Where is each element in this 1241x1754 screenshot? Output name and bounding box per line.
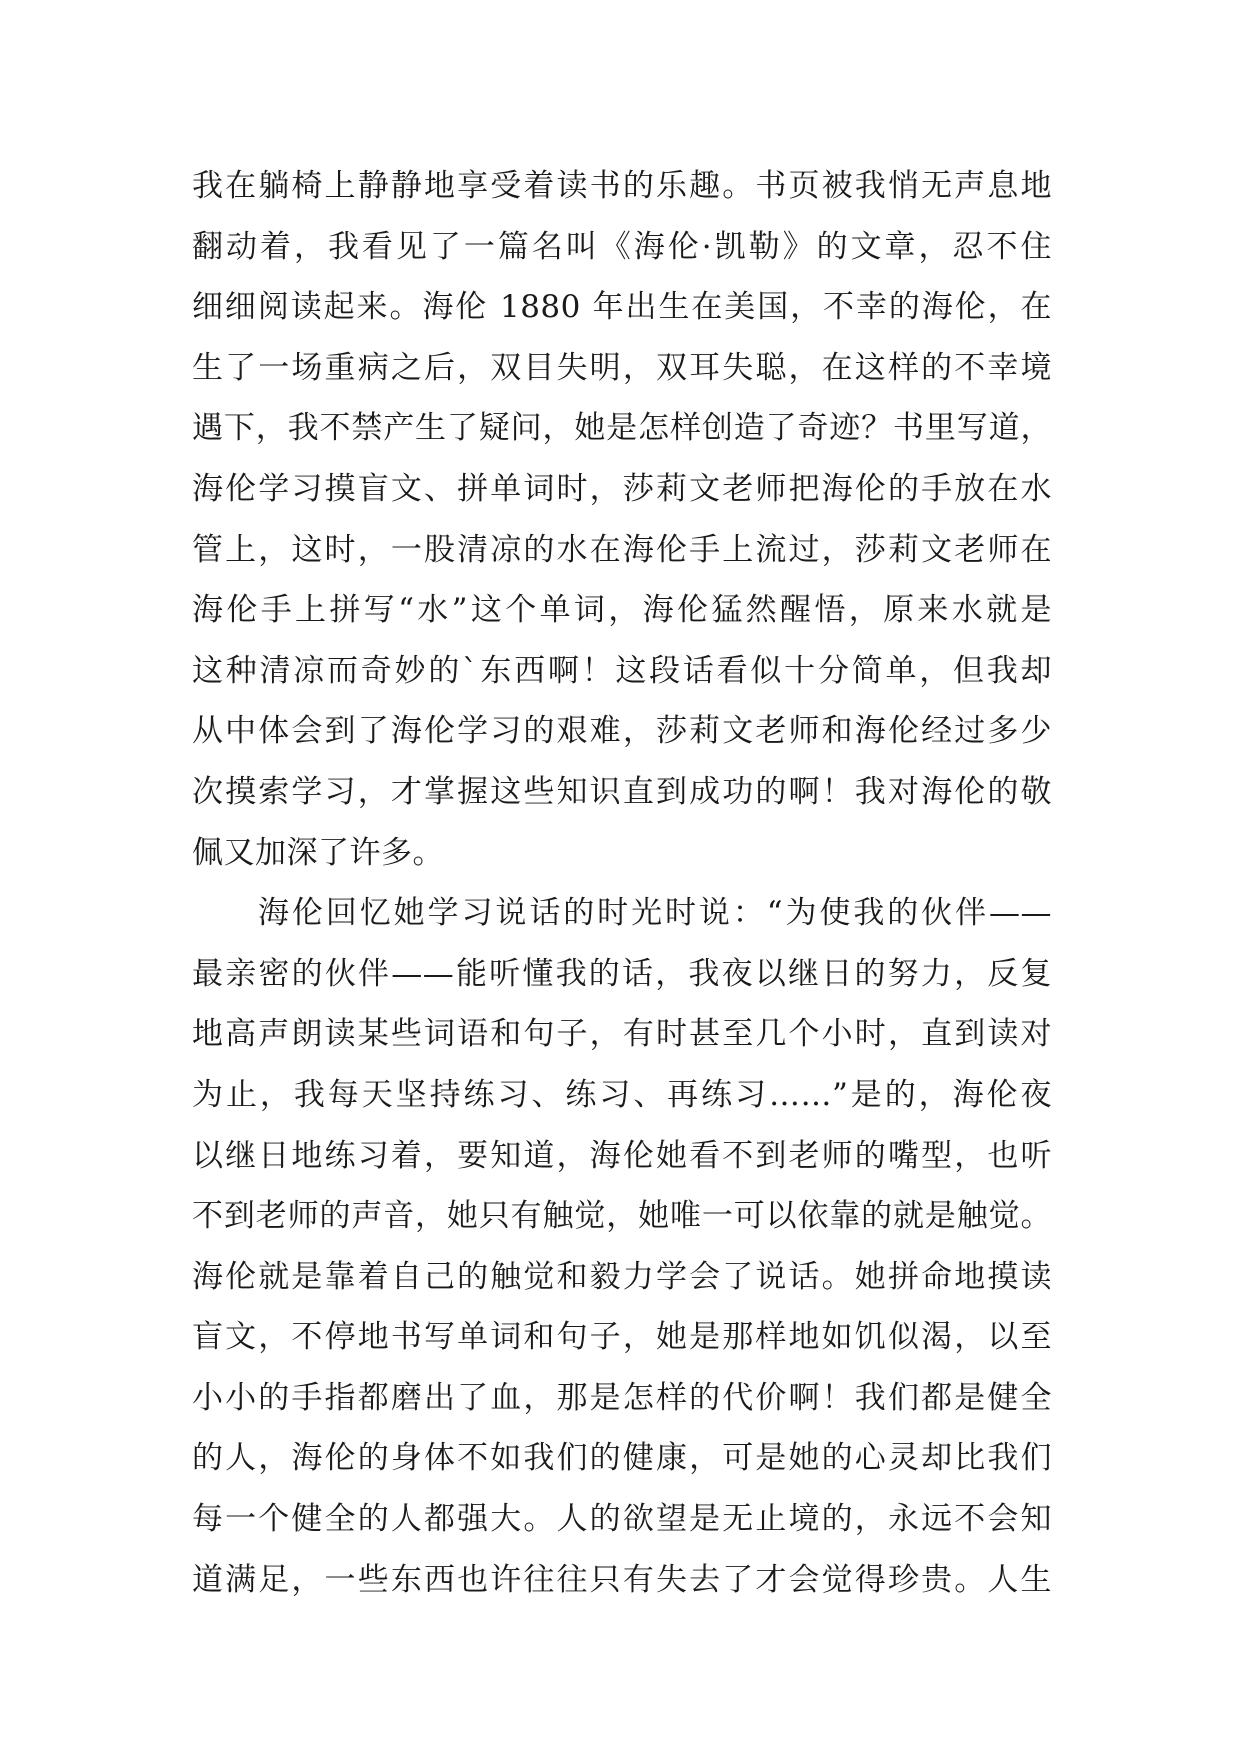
text-line: 次摸索学习，才掌握这些知识直到成功的啊！我对海伦的敬 [192, 773, 1052, 810]
paragraph-2 [192, 883, 1052, 1610]
text-line: 最亲密的伙伴——能听懂我的话，我夜以继日的努力，反复 [192, 955, 1052, 992]
text-line: 佩又加深了许多。 [192, 834, 444, 871]
text-line: 遇下，我不禁产生了疑问，她是怎样创造了奇迹？书里写道， [192, 410, 1052, 447]
text-line: 小小的手指都磨出了血，那是怎样的代价啊！我们都是健全 [192, 1379, 1052, 1416]
text-line: 海伦手上拼写“水”这个单词，海伦猛然醒悟，原来水就是 [192, 592, 1052, 629]
text-line: 海伦回忆她学习说话的时光时说：“为使我的伙伴—— [258, 895, 1052, 932]
text-line: 每一个健全的人都强大。人的欲望是无止境的，永远不会知 [192, 1501, 1052, 1538]
text-line: 的人，海伦的身体不如我们的健康，可是她的心灵却比我们 [192, 1440, 1052, 1477]
text-line: 从中体会到了海伦学习的艰难，莎莉文老师和海伦经过多少 [192, 713, 1052, 750]
text-line: 海伦就是靠着自己的触觉和毅力学会了说话。她拼命地摸读 [192, 1258, 1052, 1295]
text-line: 道满足，一些东西也许往往只有失去了才会觉得珍贵。人生 [192, 1561, 1052, 1598]
text-line: 管上，这时，一股清凉的水在海伦手上流过，莎莉文老师在 [192, 531, 1052, 568]
text-line: 我在躺椅上静静地享受着读书的乐趣。书页被我悄无声息地 [192, 168, 1052, 204]
text-line: 海伦学习摸盲文、拼单词时，莎莉文老师把海伦的手放在水 [192, 470, 1052, 507]
text-line: 为止，我每天坚持练习、练习、再练习……”是的，海伦夜 [192, 1076, 1052, 1113]
text-line: 翻动着，我看见了一篇名叫《海伦·凯勒》的文章，忍不住 [192, 228, 1052, 265]
text-line: 地高声朗读某些词语和句子，有时甚至几个小时，直到读对 [192, 1016, 1052, 1053]
text-line: 细细阅读起来。海伦 1880 年出生在美国，不幸的海伦，在 [192, 289, 1052, 326]
paragraph-1 [192, 156, 1052, 883]
text-line: 以继日地练习着，要知道，海伦她看不到老师的嘴型，也听 [192, 1137, 1052, 1174]
text-line: 不到老师的声音，她只有触觉，她唯一可以依靠的就是触觉。 [192, 1198, 1052, 1235]
text-line: 生了一场重病之后，双目失明，双耳失聪，在这样的不幸境 [192, 349, 1052, 386]
document-body [192, 156, 1052, 1610]
text-line: 这种清凉而奇妙的`东西啊！这段话看似十分简单，但我却 [192, 652, 1052, 689]
text-line: 盲文，不停地书写单词和句子，她是那样地如饥似渴，以至 [192, 1319, 1052, 1356]
